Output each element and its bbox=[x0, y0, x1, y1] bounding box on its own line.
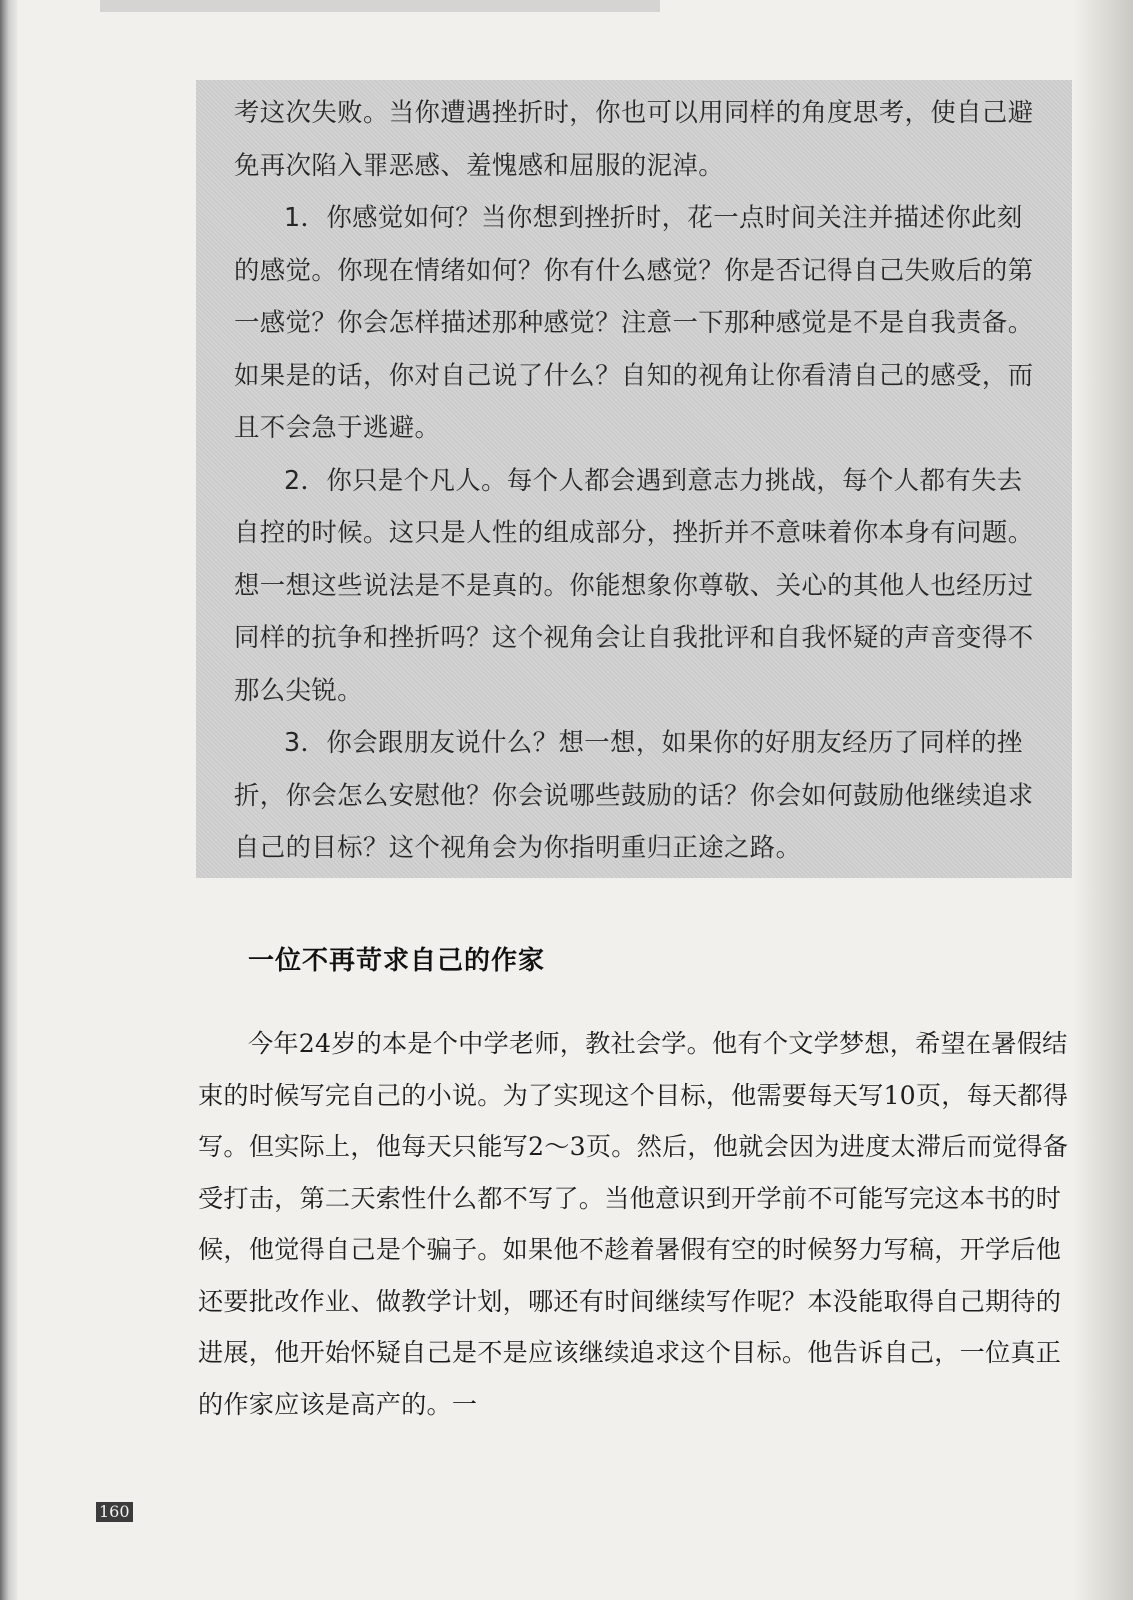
box-paragraph-item-3: 3．你会跟朋友说什么？想一想，如果你的好朋友经历了同样的挫折，你会怎么安慰他？你会说哪些鼓励的话？你会如何鼓励他继续追求自己的目标？这个视角会为你指明重归正途之路。 bbox=[234, 727, 1034, 862]
page-number: 160 bbox=[96, 1502, 133, 1522]
body-paragraph: 今年24岁的本是个中学老师，教社会学。他有个文学梦想，希望在暑假结束的时候写完自己的小说。为了实现这个目标，他需要每天写10页，每天都得写。但实际上，他每天只能写2～3页。然后，他就会因为进度太滞后而觉得备受打击，第二天索性什么都不写了。当他意识到开学前不可能写完这本书的时候，他觉得自己是个骗子。如果他不趁着暑假有空的时候努力写稿，开学后他还要批改作业、做教学计划，哪还有时间继续写作呢？本没能取得自己期待的进展，他开始怀疑自己是不是应该继续追求这个目标。他告诉自己，一位真正的作家应该是高产的。一 bbox=[198, 1029, 1069, 1419]
box-paragraph-intro: 考这次失败。当你遭遇挫折时，你也可以用同样的角度思考，使自己避免再次陷入罪恶感、羞愧感和屈服的泥淖。 bbox=[234, 97, 1034, 180]
page-right-shadow bbox=[1073, 0, 1133, 1600]
box-paragraph-item-2: 2．你只是个凡人。每个人都会遇到意志力挑战，每个人都有失去自控的时候。这只是人性的组成部分，挫折并不意味着你本身有问题。想一想这些说法是不是真的。你能想象你尊敬、关心的其他人也经历过同样的抗争和挫折吗？这个视角会让自我批评和自我怀疑的声音变得不那么尖锐。 bbox=[234, 464, 1034, 705]
box-paragraph-item-1: 1．你感觉如何？当你想到挫折时，花一点时间关注并描述你此刻的感觉。你现在情绪如何？你有什么感觉？你是否记得自己失败后的第一感觉？你会怎样描述那种感觉？注意一下那种感觉是不是自我责备。如果是的话，你对自己说了什么？自知的视角让你看清自己的感受，而且不会急于逃避。 bbox=[234, 202, 1034, 442]
body-text bbox=[198, 1018, 1078, 1430]
exercise-box-text bbox=[234, 86, 1040, 874]
page-binding-edge bbox=[0, 0, 18, 1600]
running-header-cut bbox=[100, 0, 660, 12]
exercise-box bbox=[196, 80, 1072, 878]
section-heading: 一位不再苛求自己的作家 bbox=[248, 946, 546, 976]
